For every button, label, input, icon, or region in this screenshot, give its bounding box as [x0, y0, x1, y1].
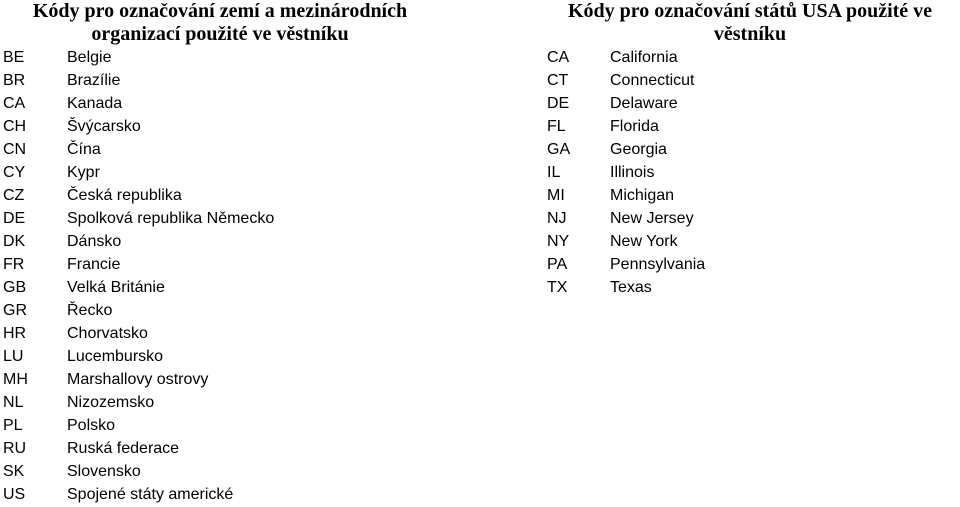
- code-row: [0, 230, 440, 253]
- us-state-code-list: [540, 46, 960, 299]
- code-abbreviation: FL: [547, 118, 566, 135]
- code-row: [0, 276, 440, 299]
- code-full-name: Belgie: [67, 49, 112, 66]
- code-full-name: Brazílie: [67, 72, 121, 89]
- code-row: [540, 253, 960, 276]
- code-row: [540, 207, 960, 230]
- code-full-name: Nizozemsko: [67, 394, 155, 411]
- code-abbreviation: CY: [3, 164, 26, 181]
- code-abbreviation: CT: [547, 72, 569, 89]
- code-row: [540, 230, 960, 253]
- code-abbreviation: CZ: [3, 187, 25, 204]
- code-row: [0, 115, 440, 138]
- code-row: [540, 184, 960, 207]
- us-state-codes-heading: Kódy pro označování států USA použité ve věstníku: [567, 0, 933, 45]
- code-row: [0, 460, 440, 483]
- code-row: [540, 69, 960, 92]
- code-full-name: Slovensko: [67, 463, 141, 480]
- country-code-list: [0, 46, 440, 506]
- code-row: [540, 92, 960, 115]
- code-abbreviation: PL: [3, 417, 23, 434]
- code-row: [0, 391, 440, 414]
- code-row: [540, 138, 960, 161]
- code-abbreviation: MI: [547, 187, 565, 204]
- code-abbreviation: DE: [547, 95, 570, 112]
- code-abbreviation: NY: [547, 233, 570, 250]
- code-abbreviation: CN: [3, 141, 27, 158]
- code-full-name: Kanada: [67, 95, 123, 112]
- code-row: [540, 276, 960, 299]
- code-full-name: Ruská federace: [67, 440, 180, 457]
- code-abbreviation: BE: [3, 49, 25, 66]
- code-row: [0, 299, 440, 322]
- code-abbreviation: LU: [3, 348, 24, 365]
- code-full-name: Dánsko: [67, 233, 122, 250]
- code-full-name: Georgia: [610, 141, 667, 158]
- code-full-name: Švýcarsko: [67, 118, 141, 135]
- code-full-name: New Jersey: [610, 210, 694, 227]
- code-abbreviation: TX: [547, 279, 568, 296]
- code-abbreviation: FR: [3, 256, 25, 273]
- code-abbreviation: NL: [3, 394, 24, 411]
- code-full-name: Polsko: [67, 417, 116, 434]
- code-row: [0, 46, 440, 69]
- code-full-name: Texas: [610, 279, 652, 296]
- code-row: [0, 345, 440, 368]
- code-row: [540, 46, 960, 69]
- code-row: [0, 69, 440, 92]
- code-abbreviation: SK: [3, 463, 25, 480]
- code-abbreviation: IL: [547, 164, 561, 181]
- code-row: [0, 138, 440, 161]
- code-row: [0, 207, 440, 230]
- code-row: [0, 483, 440, 506]
- code-abbreviation: BR: [3, 72, 26, 89]
- code-abbreviation: DE: [3, 210, 26, 227]
- code-full-name: Spolková republika Německo: [67, 210, 275, 227]
- code-row: [0, 184, 440, 207]
- code-abbreviation: CH: [3, 118, 27, 135]
- code-full-name: Kypr: [67, 164, 100, 181]
- code-abbreviation: MH: [3, 371, 28, 388]
- code-row: [0, 92, 440, 115]
- code-abbreviation: GA: [547, 141, 571, 158]
- us-state-codes-section: [540, 0, 960, 299]
- code-full-name: Chorvatsko: [67, 325, 148, 342]
- code-row: [0, 414, 440, 437]
- code-row: [0, 253, 440, 276]
- code-row: [540, 161, 960, 184]
- code-full-name: California: [610, 49, 678, 66]
- code-full-name: Connecticut: [610, 72, 695, 89]
- code-abbreviation: US: [3, 486, 26, 503]
- code-full-name: New York: [610, 233, 678, 250]
- code-full-name: Česká republika: [67, 187, 182, 204]
- code-abbreviation: PA: [547, 256, 568, 273]
- code-full-name: Michigan: [610, 187, 675, 204]
- code-full-name: Francie: [67, 256, 121, 273]
- code-full-name: Pennsylvania: [610, 256, 706, 273]
- code-row: [0, 161, 440, 184]
- code-row: [540, 115, 960, 138]
- code-full-name: Illinois: [610, 164, 655, 181]
- code-full-name: Florida: [610, 118, 659, 135]
- code-abbreviation: CA: [3, 95, 26, 112]
- code-row: [0, 322, 440, 345]
- code-abbreviation: RU: [3, 440, 27, 457]
- country-codes-heading: Kódy pro označování zemí a mezinárodních organizací použité ve věstníku: [32, 0, 408, 45]
- code-abbreviation: GB: [3, 279, 27, 296]
- code-full-name: Lucembursko: [67, 348, 164, 365]
- code-full-name: Řecko: [67, 302, 113, 319]
- code-full-name: Delaware: [610, 95, 678, 112]
- code-abbreviation: DK: [3, 233, 26, 250]
- code-full-name: Čína: [67, 141, 101, 158]
- country-codes-section: [0, 0, 440, 506]
- code-full-name: Velká Británie: [67, 279, 165, 296]
- code-row: [0, 437, 440, 460]
- code-abbreviation: NJ: [547, 210, 567, 227]
- code-abbreviation: CA: [547, 49, 570, 66]
- code-row: [0, 368, 440, 391]
- code-abbreviation: HR: [3, 325, 27, 342]
- code-abbreviation: GR: [3, 302, 27, 319]
- code-full-name: Marshallovy ostrovy: [67, 371, 209, 388]
- code-full-name: Spojené státy americké: [67, 486, 234, 503]
